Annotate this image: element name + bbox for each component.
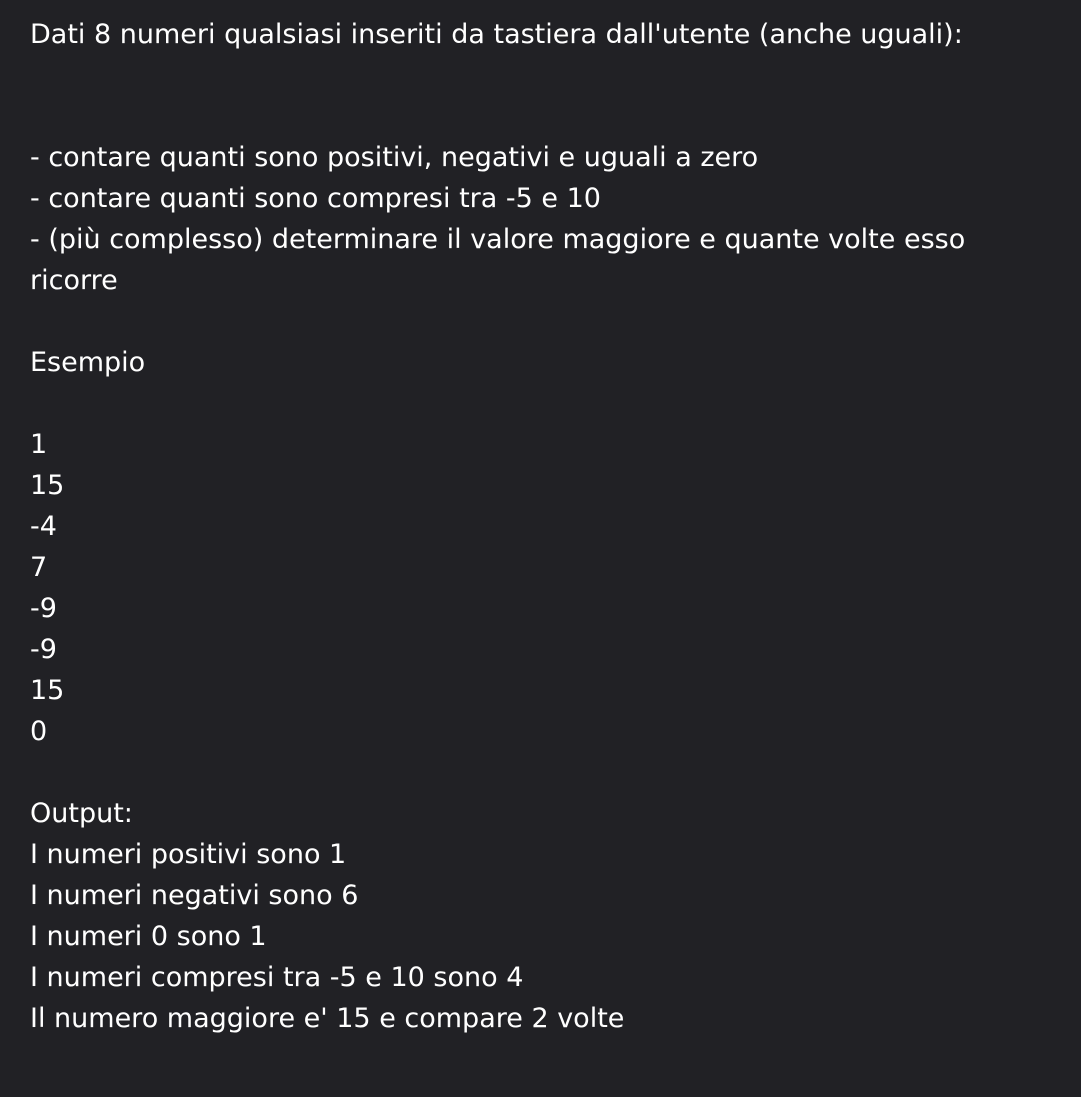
- example-number: 0: [30, 716, 48, 747]
- example-heading: Esempio: [30, 347, 146, 378]
- example-number: 15: [30, 675, 65, 706]
- output-line: I numeri negativi sono 6: [30, 880, 359, 911]
- example-number: 7: [30, 552, 48, 583]
- output-line: Il numero maggiore e' 15 e compare 2 volte: [30, 1003, 625, 1034]
- example-number: -9: [30, 634, 57, 665]
- intro-text: Dati 8 numeri qualsiasi inseriti da tastiera dall'utente (anche uguali):: [30, 19, 963, 50]
- task-item: - contare quanti sono positivi, negativi e uguali a zero: [30, 142, 759, 173]
- spacer: [30, 301, 1041, 342]
- example-number: 1: [30, 429, 48, 460]
- output-line: I numeri compresi tra -5 e 10 sono 4: [30, 962, 524, 993]
- output-line: I numeri 0 sono 1: [30, 921, 267, 952]
- task-item: - (più complesso) determinare il valore maggiore e quante volte esso ricorre: [30, 224, 966, 296]
- spacer: [30, 752, 1041, 793]
- example-number: 15: [30, 470, 65, 501]
- spacer: [30, 383, 1041, 424]
- task-item: - contare quanti sono compresi tra -5 e 10: [30, 183, 601, 214]
- example-number: -4: [30, 511, 57, 542]
- output-line: I numeri positivi sono 1: [30, 839, 347, 870]
- spacer: [30, 55, 1041, 137]
- output-heading: Output:: [30, 798, 133, 829]
- example-number: -9: [30, 593, 57, 624]
